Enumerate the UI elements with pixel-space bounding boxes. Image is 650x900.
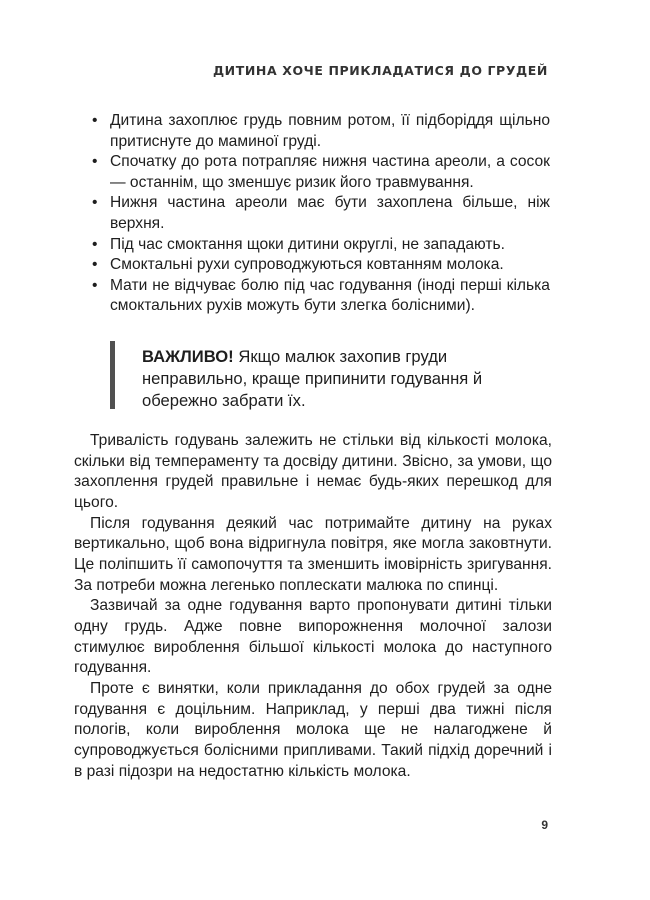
list-item-text: Мати не відчуває болю під час годування (іноді перші кілька смоктальних рухів можуть бути злегка болісними).	[110, 276, 550, 315]
list-item-text: Під час смоктання щоки дитини округлі, не западають.	[110, 235, 506, 253]
callout-lead: ВАЖЛИВО!	[142, 347, 234, 366]
paragraph: Зазвичай за одне годування варто пропонувати дитині тільки одну грудь. Адже повне випорожнення молочної залози стимулює вироблення більшої кількості молока до наступного годування.	[74, 597, 552, 677]
checklist	[92, 111, 550, 317]
list-item	[92, 152, 550, 193]
list-item	[92, 111, 550, 152]
list-item-text: Смоктальні рухи супроводжуються ковтанням молока.	[110, 256, 504, 274]
list-item-text: Спочатку до рота потрапляє нижня частина ареоли, а сосок — останнім, що зменшує ризик його травмування.	[110, 153, 550, 191]
list-item	[92, 235, 550, 256]
list-item	[92, 255, 550, 276]
bullet-marker: •	[92, 276, 98, 294]
bullet-marker: •	[92, 235, 98, 253]
list-item-text: Дитина захоплює грудь повним ротом, її підборіддя щільно притиснуте до маминої груді.	[110, 112, 550, 150]
running-header-title: ДИТИНА ХОЧЕ ПРИКЛАДАТИСЯ ДО ГРУДЕЙ	[212, 63, 548, 78]
list-item	[92, 193, 550, 234]
bullet-marker: •	[92, 256, 98, 274]
callout-body: Якщо малюк захопив груди неправильно, краще припинити годування й обережно забрати їх.	[142, 347, 483, 410]
page-number: 9	[541, 818, 548, 832]
paragraph: Проте є винятки, коли прикладання до обох грудей за одне годування є доцільним. Наприклад, у перші два тижні після пологів, коли вироблення молока ще не налагоджене й супроводжується болісними припливами. Такий підхід доречний і в разі підозри на недостатню кількість молока.	[74, 679, 552, 780]
important-callout	[110, 341, 510, 409]
paragraph: Тривалість годувань залежить не стільки від кількості молока, скільки від темпераменту та досвіду дитини. Звісно, за умови, що захоплення грудей правильне і немає будь-яких перешкод для цього.	[74, 432, 552, 511]
body-text	[74, 431, 552, 782]
list-item-text: Нижня частина ареоли має бути захоплена більше, ніж верхня.	[110, 194, 550, 232]
bullet-marker: •	[92, 112, 98, 129]
list-item	[92, 276, 550, 317]
callout-text	[142, 341, 510, 412]
bullet-marker: •	[92, 194, 98, 212]
bullet-marker: •	[92, 153, 98, 171]
paragraph: Після годування деякий час потримайте дитину на руках вертикально, щоб вона відригнула повітря, яке могла заковтнути. Це поліпшить її самопочуття та зменшить імовірність зригування. За потреби можна легенько поплескати малюка по спинці.	[74, 514, 552, 594]
